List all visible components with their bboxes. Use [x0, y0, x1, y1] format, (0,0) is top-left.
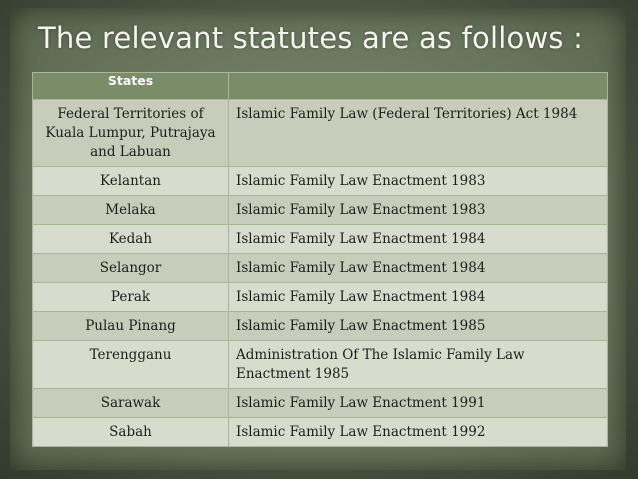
table-row — [33, 254, 608, 283]
statute-cell: Islamic Family Law (Federal Territories) Act 1984 — [229, 100, 608, 167]
state-cell: Federal Territories of Kuala Lumpur, Putrajaya and Labuan — [33, 100, 229, 167]
column-header-states: States — [33, 73, 229, 100]
table-row — [33, 167, 608, 196]
table-header-row — [33, 73, 608, 100]
table-row — [33, 389, 608, 418]
statute-cell: Islamic Family Law Enactment 1984 — [229, 254, 608, 283]
statutes-table — [32, 72, 608, 447]
statute-cell: Islamic Family Law Enactment 1984 — [229, 225, 608, 254]
table-row — [33, 225, 608, 254]
table-row — [33, 283, 608, 312]
state-cell: Sabah — [33, 418, 229, 447]
statute-cell: Islamic Family Law Enactment 1992 — [229, 418, 608, 447]
table-row — [33, 312, 608, 341]
statute-cell: Islamic Family Law Enactment 1984 — [229, 283, 608, 312]
column-header-statute — [229, 73, 608, 100]
state-cell: Selangor — [33, 254, 229, 283]
table-row — [33, 100, 608, 167]
slide-title: The relevant statutes are as follows : — [38, 21, 584, 55]
statute-cell: Islamic Family Law Enactment 1985 — [229, 312, 608, 341]
table-row — [33, 418, 608, 447]
state-cell: Perak — [33, 283, 229, 312]
state-cell: Pulau Pinang — [33, 312, 229, 341]
state-cell: Kedah — [33, 225, 229, 254]
state-cell: Melaka — [33, 196, 229, 225]
statute-cell: Islamic Family Law Enactment 1983 — [229, 167, 608, 196]
state-cell: Terengganu — [33, 341, 229, 389]
statute-cell: Islamic Family Law Enactment 1983 — [229, 196, 608, 225]
table-row — [33, 341, 608, 389]
state-cell: Sarawak — [33, 389, 229, 418]
statute-cell: Islamic Family Law Enactment 1991 — [229, 389, 608, 418]
statute-cell: Administration Of The Islamic Family Law Enactment 1985 — [229, 341, 608, 389]
state-cell: Kelantan — [33, 167, 229, 196]
table-row — [33, 196, 608, 225]
